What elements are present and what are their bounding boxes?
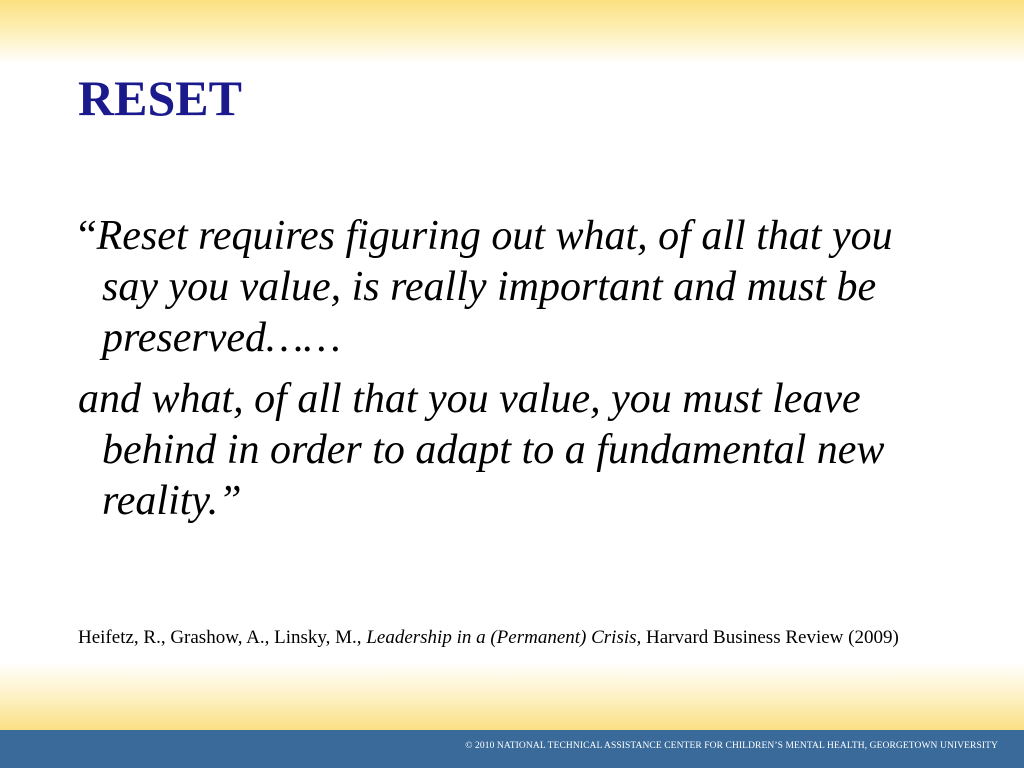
citation-authors: Heifetz, R., Grashow, A., Linsky, M., <box>78 627 362 648</box>
quote-paragraph-1-text: Reset requires figuring out what, of all that you say you value, is really important and must be preserved…… <box>96 213 893 361</box>
citation-publication: Harvard Business Review (2009) <box>646 627 899 648</box>
quote-paragraph-1 <box>78 211 958 364</box>
quote-block <box>78 211 958 537</box>
quote-paragraph-2: and what, of all that you value, you must leave behind in order to adapt to a fundamental new reality.” <box>78 376 885 524</box>
citation <box>78 627 942 649</box>
open-quote-mark: “ <box>78 213 97 259</box>
footer-copyright: © 2010 NATIONAL TECHNICAL ASSISTANCE CENTER FOR CHILDREN’S MENTAL HEALTH, GEORGETOWN UNIVERSITY <box>465 741 998 751</box>
slide-title: RESET <box>78 70 242 126</box>
footer-bar <box>0 730 1024 768</box>
citation-work-title: Leadership in a (Permanent) Crisis, <box>366 627 642 648</box>
bottom-gradient-band <box>0 662 1024 730</box>
top-gradient-band <box>0 0 1024 64</box>
